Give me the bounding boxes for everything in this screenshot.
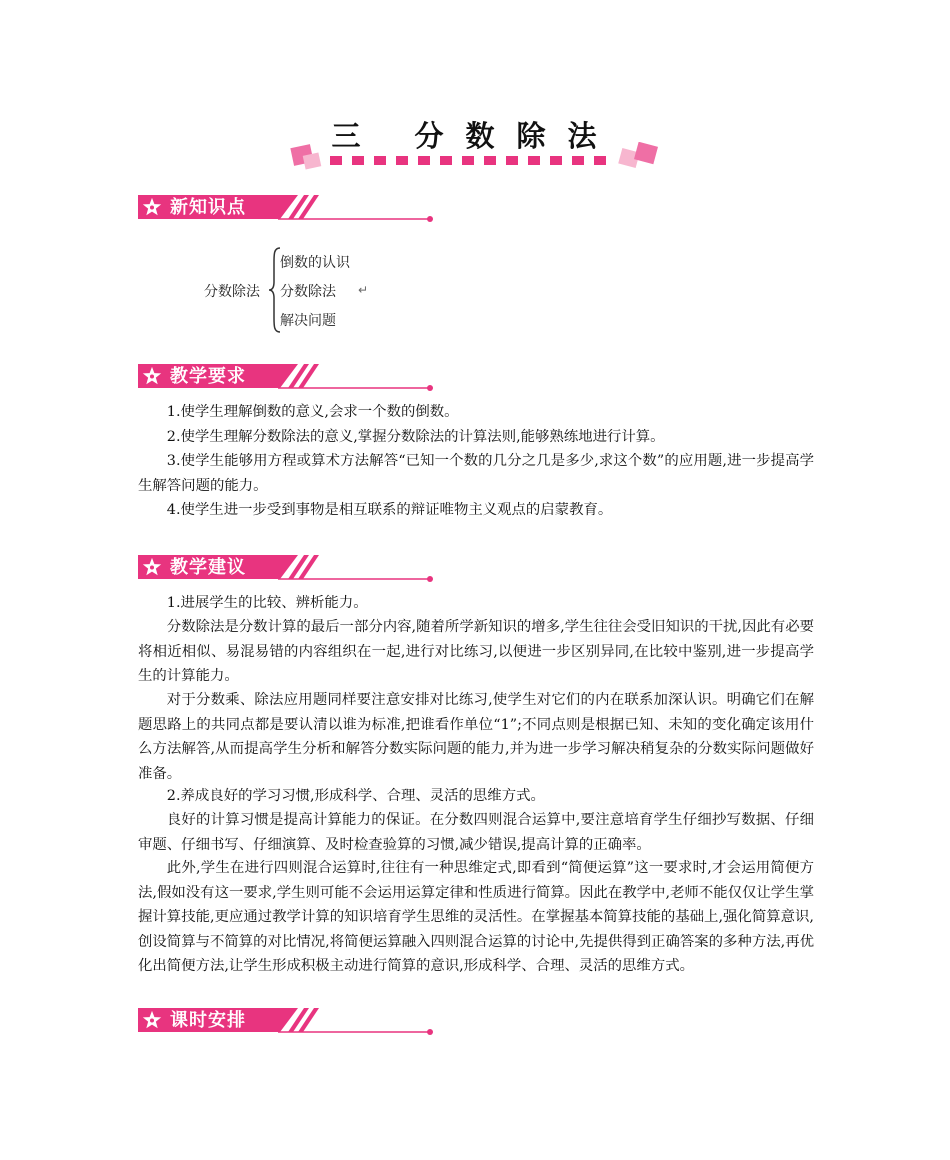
requirement-item: 1.使学生理解倒数的意义,会求一个数的倒数。 — [166, 404, 459, 420]
star-icon — [141, 196, 163, 218]
tree-root: 分数除法 — [204, 284, 260, 300]
chapter-title: 三 分数除法 — [331, 119, 619, 153]
chapter-header — [0, 112, 950, 182]
paragraph-return-mark: ↵ — [358, 283, 369, 297]
section-title: 教学要求 — [170, 366, 246, 387]
suggestion-heading: 2.养成良好的学习习惯,形成科学、合理、灵活的思维方式。 — [166, 788, 545, 804]
tree-leaf: 分数除法 — [280, 284, 336, 300]
requirement-item: 4.使学生进一步受到事物是相互联系的辩证唯物主义观点的启蒙教育。 — [166, 502, 613, 518]
suggestion-paragraph: 良好的计算习惯是提高计算能力的保证。在分数四则混合运算中,要注意培育学生仔细抄写数据、仔细审题、仔细书写、仔细演算、及时检查验算的习惯,减少错误,提高计算的正确率。 — [138, 812, 814, 853]
section-header-suggestions — [138, 555, 438, 591]
tree-leaf: 解决问题 — [280, 313, 336, 329]
section-title: 教学建议 — [170, 557, 246, 578]
section-title: 新知识点 — [170, 197, 246, 218]
star-icon — [141, 365, 163, 387]
suggestion-paragraph: 此外,学生在进行四则混合运算时,往往有一种思维定式,即看到“简便运算”这一要求时,才会运用简便方法,假如没有这一要求,学生则可能不会运用运算定律和性质进行简算。因此在教学中,老师不能仅仅让学生掌握计算技能,更应通过教学计算的知识培育学生思维的灵活性。在掌握基本简算技能的基础上,强化简算意识,创设简算与不简算的对比情况,将简便运算融入四则混合运算的讨论中,先提供得到正确答案的多种方法,再优化出简便方法,让学生形成积极主动进行简算的意识,形成科学、合理、灵活的思维方式。 — [138, 860, 814, 975]
suggestion-paragraph: 分数除法是分数计算的最后一部分内容,随着所学新知识的增多,学生往往会受旧知识的干扰,因此有必要将相近相似、易混易错的内容组织在一起,进行对比练习,以便进一步区别异同,在比较中鉴别,进一步提高学生的计算能力。 — [138, 619, 814, 685]
tree-leaf: 倒数的认识 — [280, 255, 350, 271]
section-header-requirements — [138, 364, 438, 400]
suggestion-heading: 1.进展学生的比较、辨析能力。 — [166, 595, 368, 611]
star-icon — [141, 556, 163, 578]
suggestion-paragraph: 对于分数乘、除法应用题同样要注意安排对比练习,使学生对它们的内在联系加深认识。明确它们在解题思路上的共同点都是要认清以谁为标准,把谁看作单位“1”;不同点则是根据已知、未知的变化确定该用什么方法解答,从而提高学生分析和解答分数实际问题的能力,并为进一步学习解决稍复杂的分数实际问题做好准备。 — [138, 692, 814, 782]
knowledge-tree — [200, 246, 500, 336]
star-icon — [141, 1009, 163, 1031]
requirement-item: 3.使学生能够用方程或算术方法解答“已知一个数的几分之几是多少,求这个数”的应用题,进一步提高学生解答问题的能力。 — [138, 453, 814, 494]
section-header-new-knowledge — [138, 195, 438, 231]
chapter-title-decoration — [290, 142, 662, 182]
requirement-item: 2.使学生理解分数除法的意义,掌握分数除法的计算法则,能够熟练地进行计算。 — [166, 429, 665, 445]
section-header-schedule — [138, 1008, 438, 1044]
section-title: 课时安排 — [170, 1010, 246, 1031]
